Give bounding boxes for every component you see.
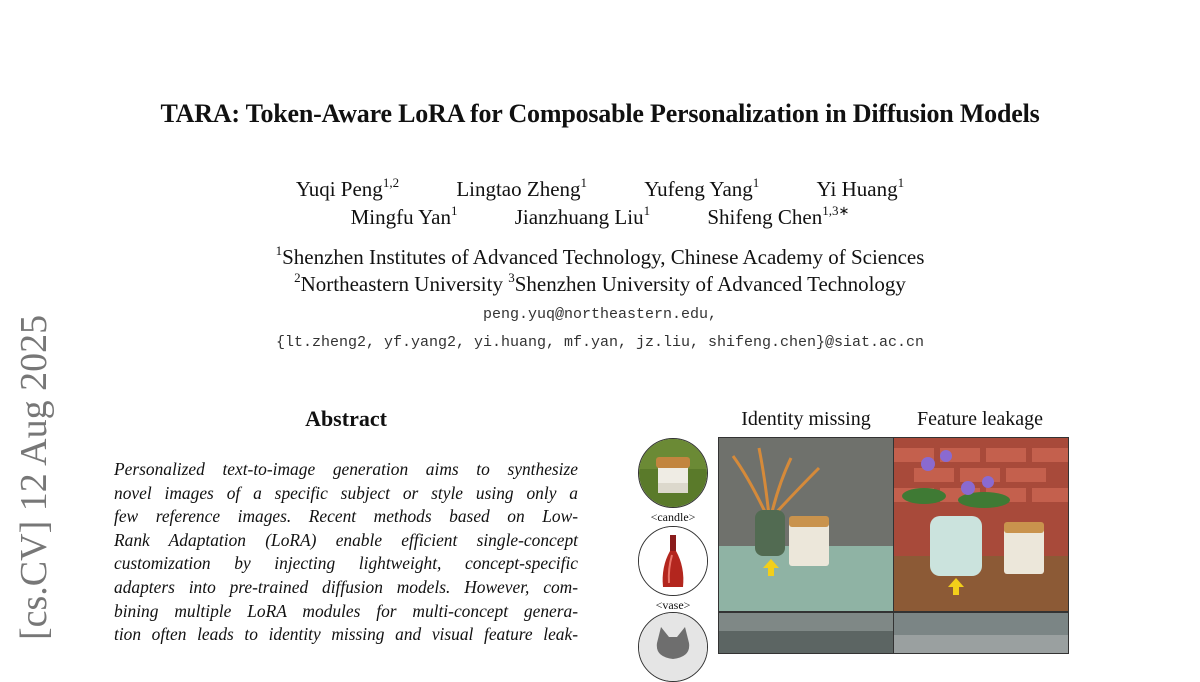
abstract-line: Personalized text-to-image generation aims to synthesize: [114, 459, 578, 479]
abstract-line: Rank Adaptation (LoRA) enable efficient single-concept: [114, 529, 578, 550]
indicator-arrow-stem: [768, 568, 774, 576]
abstract-line: tion often leads to identity missing and visual feature leak-: [114, 624, 578, 645]
indicator-arrow: [763, 559, 779, 568]
cat-reference-image: [638, 612, 708, 682]
feature-leakage-image: [893, 437, 1069, 612]
vase-tag: <vase>: [655, 598, 691, 612]
indicator-arrow: [948, 578, 964, 587]
affiliation-line-1: $^1$Shenzhen Institutes of Advanced Technology, Chinese Academy of Sciences: [275, 243, 925, 269]
author: Yufeng Yang$^1$: [644, 175, 760, 201]
affiliation-line-2: $^2$Northeastern University $^3$Shenzhen University of Advanced Technology: [294, 270, 906, 296]
abstract-line: bining multiple LoRA modules for multi-concept genera-: [114, 600, 578, 621]
candle-tag: <candle>: [650, 510, 696, 524]
abstract-body: [114, 458, 578, 647]
figure-column-heading: Feature leakage: [916, 408, 1044, 430]
abstract-line: few reference images. Recent methods based on Low-: [114, 506, 578, 527]
author-line-2: [0, 205, 1200, 230]
author: Shifeng Chen$^{1,3∗}$: [707, 203, 850, 229]
email-line-1: peng.yuq@northeastern.edu,: [482, 306, 718, 323]
abstract-heading: Abstract: [305, 406, 387, 431]
figure-column-heading: Identity missing: [741, 408, 871, 430]
identity-missing-image: [718, 437, 894, 612]
abstract-line: customization by injecting lightweight, concept-specific: [114, 553, 578, 574]
author: Mingfu Yan$^1$: [350, 203, 458, 229]
author: Yi Huang$^1$: [816, 175, 905, 201]
author: Lingtao Zheng$^1$: [456, 175, 588, 201]
candle-reference-image: [638, 438, 708, 508]
abstract-line: novel images of a specific subject or style using only a: [114, 482, 578, 503]
vase-reference-image: [638, 526, 708, 596]
author: Yuqi Peng$^{1,2}$: [295, 175, 400, 201]
author: Jianzhuang Liu$^1$: [514, 203, 651, 229]
indicator-arrow-stem: [953, 587, 959, 595]
paper-title: TARA: Token-Aware LoRA for Composable Personalization in Diffusion Models: [160, 99, 1040, 128]
abstract-line: adapters into pre-trained diffusion models. However, com-: [114, 576, 578, 597]
email-line-2: {lt.zheng2, yf.yang2, yi.huang, mf.yan, jz.liu, shifeng.chen}@siat.ac.cn: [275, 334, 925, 351]
arxiv-stamp: [cs.CV] 12 Aug 2025: [13, 314, 55, 640]
author-line-1: [0, 177, 1200, 202]
